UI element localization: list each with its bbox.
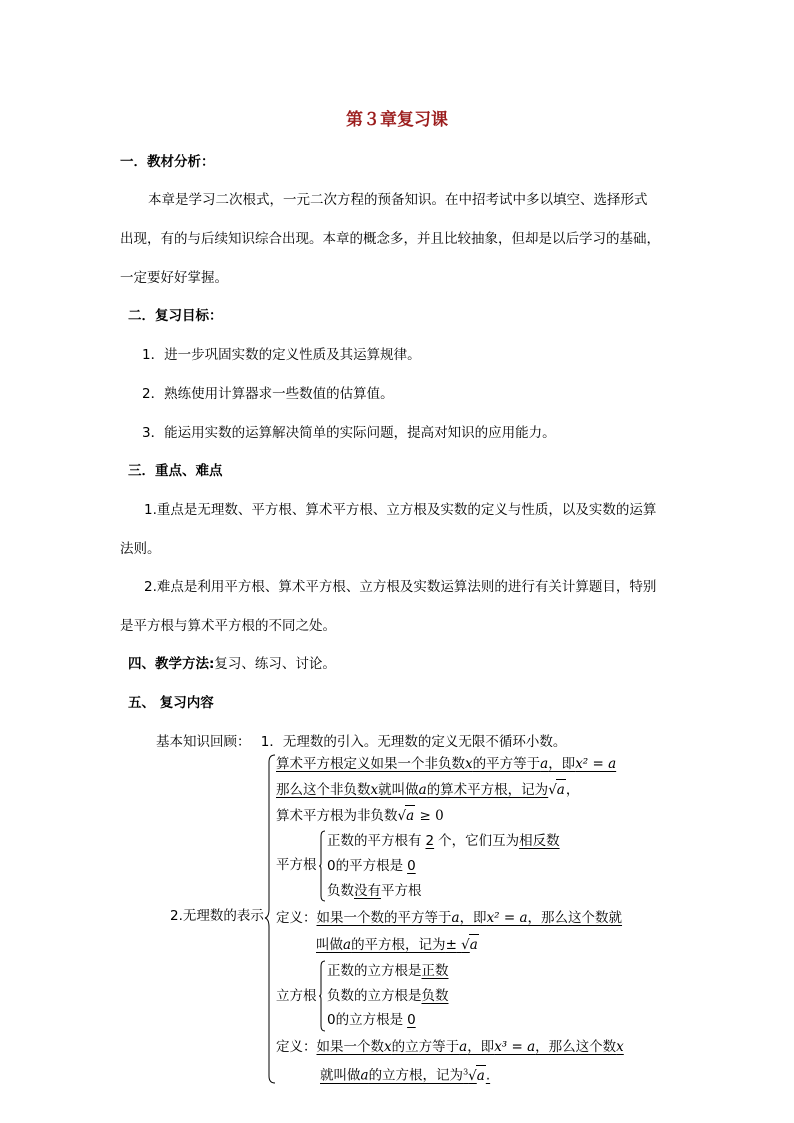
section-4-line bbox=[128, 654, 336, 674]
blank-answer: 正数 bbox=[421, 963, 449, 979]
blank-answer: 相反数 bbox=[519, 833, 560, 849]
arith-line-1 bbox=[276, 754, 616, 774]
section-1-line-2: 出现，有的与后续知识综合出现。本章的概念多，并且比较抽象，但却是以后学习的基础， bbox=[120, 231, 660, 247]
sqrt-a-nonneg: √a bbox=[398, 808, 416, 824]
intro-label: 基本知识回顾： bbox=[156, 734, 251, 750]
square-def-line-2 bbox=[316, 934, 479, 955]
section-3-heading: 三．重点、难点 bbox=[128, 463, 223, 479]
section-4-heading: 四、教学方法: bbox=[128, 656, 215, 672]
sqrt-a-symbol: √a bbox=[548, 782, 566, 798]
section-2-item-3: 3．能运用实数的运算解决简单的实际问题，提高对知识的应用能力。 bbox=[142, 425, 556, 441]
arith-line-3: 算术平方根为非负数√a ≥ 0 bbox=[276, 805, 444, 826]
section-2-heading: 二．复习目标： bbox=[128, 308, 223, 324]
arith-line-2: 那么这个非负数x就叫做a的算术平方根，记为√a， bbox=[276, 779, 579, 800]
section-3-line-4: 是平方根与算术平方根的不同之处。 bbox=[120, 618, 336, 634]
section-1-line-3: 一定要好好掌握。 bbox=[120, 270, 228, 286]
cube-def-text-2: 就叫做a的立方根，记为$^3$√a. bbox=[320, 1068, 490, 1084]
square-brace bbox=[318, 830, 326, 902]
cube-def-text: 如果一个数x的立方等于a，即x³ = a，那么这个数x bbox=[316, 1039, 624, 1055]
section-1-heading: 一．教材分析： bbox=[120, 154, 215, 170]
square-def-text-2: 叫做a的平方根，记为± √a bbox=[316, 937, 479, 953]
cube-brace bbox=[318, 960, 326, 1032]
section-3-line-1: 1.重点是无理数、平方根、算术平方根、立方根及实数的定义与性质，以及实数的运算 bbox=[144, 502, 657, 518]
outer-brace bbox=[264, 754, 276, 1084]
arith-def-text: 算术平方根定义如果一个非负数x的平方等于a，即x² = a bbox=[276, 756, 617, 772]
section-2-item-1: 1．进一步巩固实数的定义性质及其运算规律。 bbox=[142, 347, 421, 363]
cube-root-symbol: $^3$√a bbox=[463, 1068, 486, 1084]
section-2-item-2: 2．熟练使用计算器求一些数值的估算值。 bbox=[142, 386, 394, 402]
section-1-line-1: 本章是学习二次根式，一元二次方程的预备知识。在中招考试中多以填空、选择形式 bbox=[148, 192, 648, 208]
page-title: 第３章复习课 bbox=[346, 110, 448, 130]
plus-minus-sqrt-a: √a bbox=[461, 937, 479, 953]
cube-def-line-1: 定义：如果一个数x的立方等于a，即x³ = a，那么这个数x bbox=[276, 1039, 624, 1055]
arith-def-text-2: 那么这个非负数x就叫做a的算术平方根，记为 bbox=[276, 782, 549, 798]
cube-row-1: 正数的立方根是正数 bbox=[327, 963, 449, 979]
section-3-line-3: 2.难点是利用平方根、算术平方根、立方根及实数运算法则的进行有关计算题目，特别 bbox=[144, 579, 657, 595]
square-row-2: 0的平方根是 0 bbox=[327, 856, 420, 876]
blank-answer: 2 bbox=[425, 833, 435, 849]
cube-root-label: 立方根 bbox=[276, 988, 317, 1004]
blank-answer: 0 bbox=[407, 1012, 416, 1028]
blank-answer: 负数 bbox=[421, 988, 449, 1004]
blank-answer: 没有 bbox=[354, 883, 381, 899]
intro-line bbox=[156, 732, 566, 752]
cube-row-3: 0的立方根是 0 bbox=[327, 1010, 420, 1030]
square-root-label: 平方根 bbox=[276, 857, 317, 873]
cube-row-2: 负数的立方根是负数 bbox=[327, 988, 449, 1004]
cube-def-line-2 bbox=[320, 1062, 490, 1086]
section-5-heading: 五、 复习内容 bbox=[128, 695, 214, 711]
square-row-1: 正数的平方根有 2 个，它们互为相反数 bbox=[327, 833, 560, 849]
square-def-line-1: 定义：如果一个数的平方等于a，即x² = a，那么这个数就 bbox=[276, 910, 623, 926]
item-2-label: 2.无理数的表示 bbox=[170, 908, 264, 924]
section-4-text: 复习、练习、讨论。 bbox=[214, 656, 336, 672]
section-3-line-2: 法则。 bbox=[120, 541, 161, 557]
square-def-text: 如果一个数的平方等于a，即x² = a，那么这个数就 bbox=[316, 910, 623, 926]
intro-item: 1．无理数的引入。无理数的定义无限不循环小数。 bbox=[260, 734, 567, 750]
square-row-3: 负数没有平方根 bbox=[327, 883, 422, 899]
blank-answer: 0 bbox=[407, 858, 416, 874]
